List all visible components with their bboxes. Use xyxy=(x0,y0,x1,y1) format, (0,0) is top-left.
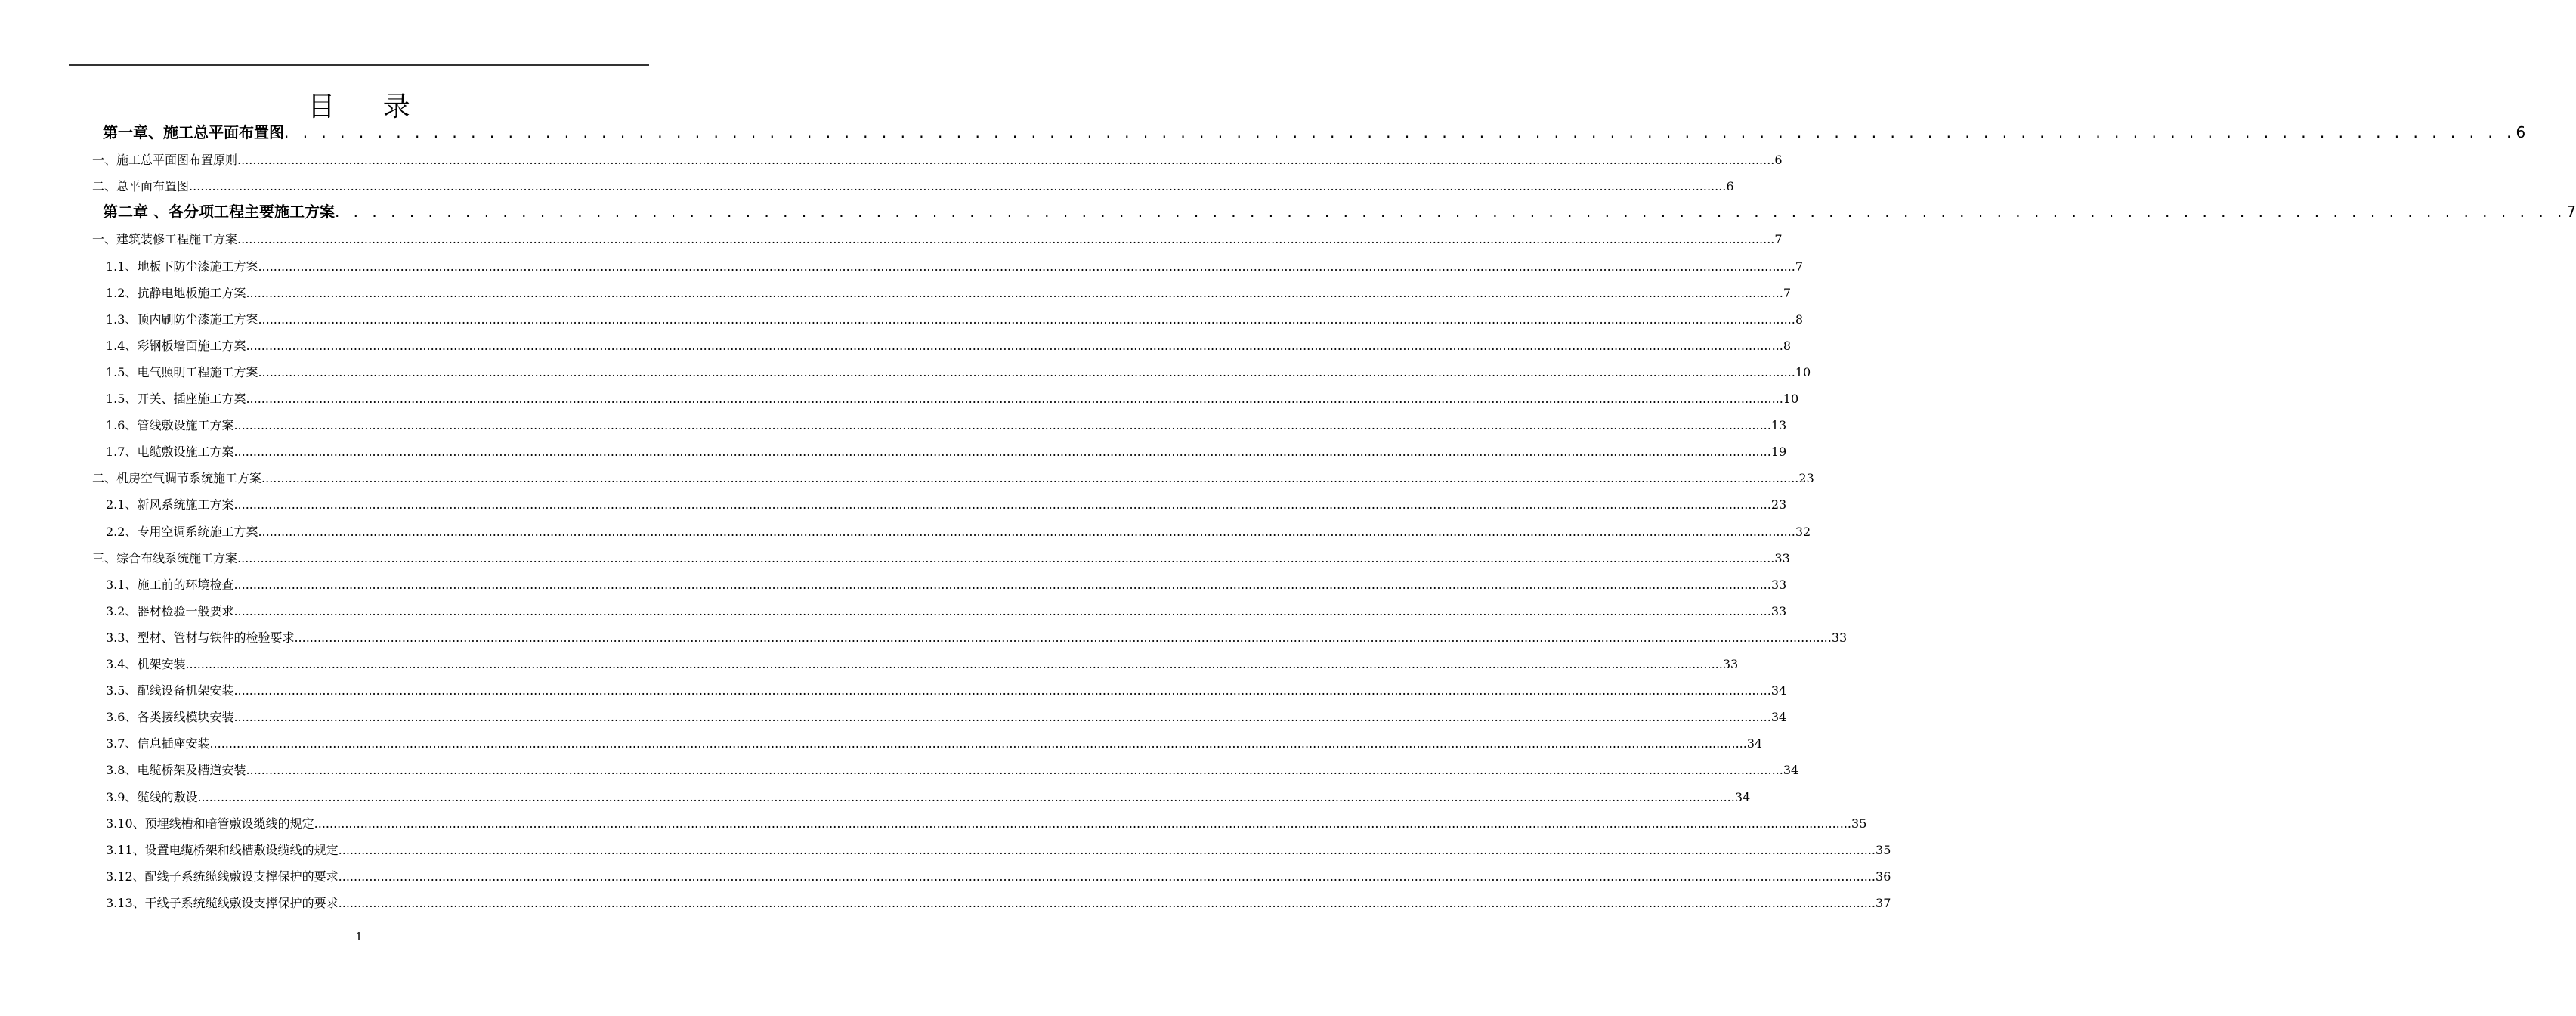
toc-entry[interactable] xyxy=(106,895,1891,911)
toc-entry-page: 35 xyxy=(1876,842,1891,857)
toc-entry[interactable] xyxy=(106,418,1787,433)
toc-leader-dots: ................................................................................................................................................................................................................................................................................................................................................................................................................ xyxy=(237,550,1775,565)
toc-entry-label: 一、建筑装修工程施工方案 xyxy=(92,232,238,247)
toc-leader-dots: ................................................................................................................................................................................................................................................................................................................................................................................................................ xyxy=(258,311,1795,327)
page-number: 1 xyxy=(355,930,363,943)
toc-entry-label: 1.4、彩钢板墙面施工方案 xyxy=(106,338,246,353)
toc-leader-dots: ................................................................................................................................................................................................................................................................................................................................................................................................................ xyxy=(246,392,1783,406)
toc-leader-dots: ................................................................................................................................................................................................................................................................................................................................................................................................................ xyxy=(233,710,1771,725)
toc-entry-page: 23 xyxy=(1798,471,1814,486)
toc-leader-dots: ................................................................................................................................................................................................................................................................................................................................................................................................................ xyxy=(233,497,1771,513)
toc-entry[interactable] xyxy=(106,816,1867,832)
header-rule xyxy=(69,64,649,66)
toc-entry-page: 6 xyxy=(1774,153,1783,168)
toc-entry-page: 6 xyxy=(2516,123,2526,141)
toc-entry-label: 一、施工总平面图布置原则 xyxy=(92,153,238,168)
toc-entry[interactable] xyxy=(106,710,1787,725)
toc-entry[interactable] xyxy=(92,153,1783,168)
toc-leader-dots: ................................................................................................................................................................................................................................................................................................................................................................................................................ xyxy=(258,364,1795,379)
toc-entry[interactable] xyxy=(106,285,1792,301)
toc-entry-label: 1.3、顶内刷防尘漆施工方案 xyxy=(106,311,258,327)
toc-entry-page: 7 xyxy=(1774,232,1783,247)
toc-entry-page: 34 xyxy=(1770,710,1787,725)
toc-entry[interactable] xyxy=(92,232,1783,247)
toc-entry-page: 6 xyxy=(1726,179,1734,194)
toc-leader-dots: ................................................................................................................................................................................................................................................................................................................................................................................................................ xyxy=(237,153,1775,168)
toc-entry-label: 2.2、专用空调系统施工方案 xyxy=(106,524,258,539)
toc-leader-dots: . . . . . . . . . . . . . . . . . . . . . . . . . . . . . . . . . . . . . . . . . . . . . . . . . . . . . . . . . . . . . . . . . . . . . . . . . . . . . . . . . . . . . . . . . . . . . . . . . . . . . . . . . . . . . . . . . . . . . . . . xyxy=(284,123,2516,141)
toc-chapter-entry[interactable] xyxy=(103,123,2526,141)
toc-entry[interactable] xyxy=(106,736,1763,751)
toc-entry-label: 第一章、施工总平面布置图 xyxy=(103,123,284,141)
toc-leader-dots: ................................................................................................................................................................................................................................................................................................................................................................................................................ xyxy=(237,232,1775,247)
toc-leader-dots: ................................................................................................................................................................................................................................................................................................................................................................................................................ xyxy=(261,471,1799,486)
toc-entry[interactable] xyxy=(106,364,1811,380)
toc-leader-dots: ................................................................................................................................................................................................................................................................................................................................................................................................................ xyxy=(233,418,1771,433)
toc-entry-page: 35 xyxy=(1851,816,1867,831)
toc-leader-dots: ................................................................................................................................................................................................................................................................................................................................................................................................................ xyxy=(233,577,1771,592)
toc-entry-label: 1.1、地板下防尘漆施工方案 xyxy=(106,259,258,274)
toc-entry-label: 3.2、器材检验一般要求 xyxy=(106,603,234,618)
toc-entry[interactable] xyxy=(106,842,1891,858)
toc-entry[interactable] xyxy=(106,392,1799,407)
toc-entry-label: 3.6、各类接线模块安装 xyxy=(106,710,234,725)
toc-entry-label: 第二章 、各分项工程主要施工方案 xyxy=(103,203,335,221)
toc-entry-page: 33 xyxy=(1774,550,1790,565)
toc-entry-label: 二、总平面布置图 xyxy=(92,179,190,194)
toc-entry-label: 1.6、管线敷设施工方案 xyxy=(106,418,234,433)
toc-leader-dots: ................................................................................................................................................................................................................................................................................................................................................................................................................ xyxy=(233,683,1771,698)
toc-leader-dots: ................................................................................................................................................................................................................................................................................................................................................................................................................ xyxy=(338,869,1876,884)
toc-entry[interactable] xyxy=(92,179,1734,194)
toc-entry-page: 33 xyxy=(1831,630,1848,645)
toc-leader-dots: . . . . . . . . . . . . . . . . . . . . . . . . . . . . . . . . . . . . . . . . . . . . . . . . . . . . . . . . . . . . . . . . . . . . . . . . . . . . . . . . . . . . . . . . . . . . . . . . . . . . . . . . . . . . . . . . . . . . . . . . xyxy=(334,203,2567,221)
toc-entry-label: 3.4、机架安装 xyxy=(106,657,186,671)
toc-chapter-entry[interactable] xyxy=(103,203,2576,221)
toc-leader-dots: ................................................................................................................................................................................................................................................................................................................................................................................................................ xyxy=(258,259,1795,274)
toc-leader-dots: ................................................................................................................................................................................................................................................................................................................................................................................................................ xyxy=(246,338,1783,353)
toc-entry-page: 13 xyxy=(1770,418,1787,433)
toc-entry-page: 34 xyxy=(1746,736,1763,751)
toc-entry-label: 3.8、电缆桥架及槽道安装 xyxy=(106,763,246,778)
toc-entry[interactable] xyxy=(106,577,1787,593)
toc-entry-label: 3.7、信息插座安装 xyxy=(106,736,210,751)
toc-entry[interactable] xyxy=(106,869,1891,884)
toc-leader-dots: ................................................................................................................................................................................................................................................................................................................................................................................................................ xyxy=(197,789,1735,804)
toc-leader-dots: ................................................................................................................................................................................................................................................................................................................................................................................................................ xyxy=(338,842,1876,857)
toc-leader-dots: ................................................................................................................................................................................................................................................................................................................................................................................................................ xyxy=(246,285,1783,300)
toc-leader-dots: ................................................................................................................................................................................................................................................................................................................................................................................................................ xyxy=(185,657,1723,671)
toc-title: 目 录 xyxy=(308,91,430,122)
toc-entry-page: 19 xyxy=(1770,444,1787,460)
toc-entry-label: 3.3、型材、管材与铁件的检验要求 xyxy=(106,630,295,645)
toc-leader-dots: ................................................................................................................................................................................................................................................................................................................................................................................................................ xyxy=(189,179,1727,194)
toc-entry-label: 3.9、缆线的敷设 xyxy=(106,789,198,804)
toc-entry-page: 8 xyxy=(1795,311,1804,327)
toc-entry-label: 3.1、施工前的环境检查 xyxy=(106,577,234,592)
toc-entry-page: 10 xyxy=(1795,364,1811,379)
toc-entry[interactable] xyxy=(106,763,1799,778)
toc-entry-label: 1.7、电缆敷设施工方案 xyxy=(106,444,234,460)
toc-leader-dots: ................................................................................................................................................................................................................................................................................................................................................................................................................ xyxy=(314,816,1852,831)
toc-entry-page: 37 xyxy=(1876,895,1891,910)
toc-leader-dots: ................................................................................................................................................................................................................................................................................................................................................................................................................ xyxy=(246,763,1783,778)
toc-entry-label: 三、综合布线系统施工方案 xyxy=(92,550,238,565)
toc-entry-label: 3.11、设置电缆桥架和线槽敷设缆线的规定 xyxy=(106,842,339,857)
toc-entry[interactable] xyxy=(106,524,1811,540)
toc-entry-label: 3.5、配线设备机架安装 xyxy=(106,683,234,698)
toc-entry-page: 10 xyxy=(1783,392,1799,406)
toc-leader-dots: ................................................................................................................................................................................................................................................................................................................................................................................................................ xyxy=(338,895,1876,910)
toc-entry-label: 1.5、开关、插座施工方案 xyxy=(106,392,246,406)
toc-entry-label: 2.1、新风系统施工方案 xyxy=(106,497,234,513)
toc-entry[interactable] xyxy=(106,338,1792,354)
toc-entry[interactable] xyxy=(106,789,1751,805)
toc-entry-page: 32 xyxy=(1795,524,1811,539)
toc-entry[interactable] xyxy=(92,471,1814,486)
toc-entry[interactable] xyxy=(106,497,1787,513)
toc-entry-page: 7 xyxy=(2566,203,2576,221)
toc-entry-page: 34 xyxy=(1783,763,1799,778)
toc-entry-label: 3.10、预埋线槽和暗管敷设缆线的规定 xyxy=(106,816,314,831)
toc-leader-dots: ................................................................................................................................................................................................................................................................................................................................................................................................................ xyxy=(294,630,1832,645)
toc-entry[interactable] xyxy=(106,657,1739,672)
toc-entry[interactable] xyxy=(106,630,1848,646)
toc-entry-page: 36 xyxy=(1876,869,1891,884)
toc-entry-page: 33 xyxy=(1722,657,1739,671)
toc-leader-dots: ................................................................................................................................................................................................................................................................................................................................................................................................................ xyxy=(233,444,1771,460)
toc-entry-page: 7 xyxy=(1783,285,1792,300)
toc-entry[interactable] xyxy=(92,550,1790,566)
toc-entry-page: 7 xyxy=(1795,259,1804,274)
toc-entry-page: 33 xyxy=(1770,603,1787,618)
toc-entry-label: 1.5、电气照明工程施工方案 xyxy=(106,364,258,379)
toc-entry[interactable] xyxy=(106,683,1787,698)
toc-entry[interactable] xyxy=(106,311,1804,327)
toc-entry-label: 3.13、干线子系统缆线敷设支撑保护的要求 xyxy=(106,895,339,910)
toc-leader-dots: ................................................................................................................................................................................................................................................................................................................................................................................................................ xyxy=(258,524,1795,539)
toc-entry-label: 1.2、抗静电地板施工方案 xyxy=(106,285,246,300)
toc-entry-page: 23 xyxy=(1770,497,1787,513)
toc-entry-page: 34 xyxy=(1770,683,1787,698)
toc-entry-label: 3.12、配线子系统缆线敷设支撑保护的要求 xyxy=(106,869,339,884)
toc-entry-page: 34 xyxy=(1734,789,1751,804)
toc-entry-page: 33 xyxy=(1770,577,1787,592)
toc-entry-label: 二、机房空气调节系统施工方案 xyxy=(92,471,262,486)
toc-entry[interactable] xyxy=(106,603,1787,619)
toc-leader-dots: ................................................................................................................................................................................................................................................................................................................................................................................................................ xyxy=(209,736,1747,751)
toc-entry[interactable] xyxy=(106,259,1804,274)
toc-leader-dots: ................................................................................................................................................................................................................................................................................................................................................................................................................ xyxy=(233,603,1771,618)
toc-entry[interactable] xyxy=(106,444,1787,460)
toc-entry-page: 8 xyxy=(1783,338,1792,353)
